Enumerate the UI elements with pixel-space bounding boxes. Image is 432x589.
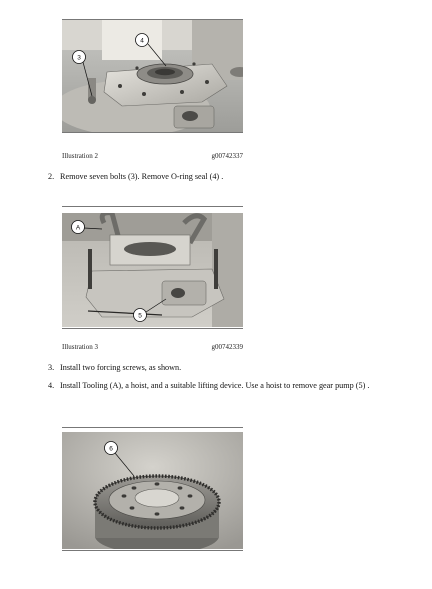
step-text: Install two forcing screws, as shown.	[60, 363, 182, 372]
bottom-rule	[62, 328, 243, 329]
gear-photo	[62, 432, 243, 549]
bottom-rule	[62, 550, 243, 551]
caption-label: Illustration 3	[62, 343, 98, 351]
callout-a-label: A	[75, 224, 81, 232]
top-rule	[62, 427, 243, 428]
callout-3-label: 3	[77, 54, 81, 62]
illustration-3-caption	[62, 343, 243, 351]
step-number: 3.	[48, 363, 55, 372]
caption-label: Illustration 2	[62, 152, 98, 160]
step-number: 2.	[48, 172, 55, 181]
illustration-2-photo	[62, 20, 243, 132]
bottom-rule	[62, 132, 243, 133]
illustration-3-photo	[62, 213, 243, 327]
top-rule	[62, 206, 243, 207]
step-text: Install Tooling (A), a hoist, and a suitable lifting device. Use a hoist to remove gear pump (5) .	[60, 381, 370, 390]
callout-5-label: 5	[138, 312, 142, 320]
step-number: 4.	[48, 381, 55, 390]
caption-id: g00742339	[211, 343, 243, 351]
callout-4-label: 4	[140, 37, 144, 45]
caption-id: g00742337	[211, 152, 243, 160]
step-text: Remove seven bolts (3). Remove O-ring seal (4) .	[60, 172, 224, 181]
illustration-2-caption	[62, 152, 243, 160]
callout-6-label: 6	[109, 445, 113, 453]
